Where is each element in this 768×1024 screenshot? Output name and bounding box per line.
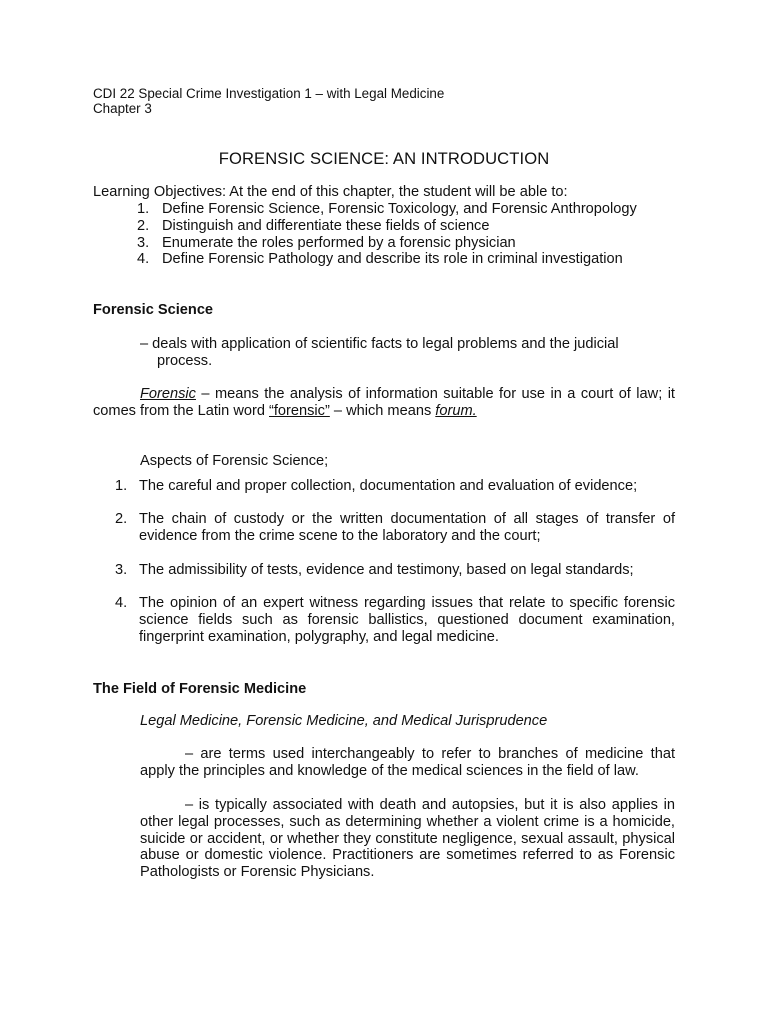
course-title: CDI 22 Special Crime Investigation 1 – with Legal Medicine	[93, 86, 445, 101]
latin-word: “forensic”	[269, 402, 330, 419]
forensic-science-definition: – deals with application of scientific facts to legal problems and the judicial process.	[140, 336, 619, 369]
aspects-list	[93, 478, 675, 662]
list-item: 3. Enumerate the roles performed by a forensic physician	[137, 234, 516, 251]
list-item: 2. The chain of custody or the written documentation of all stages of transfer of evidence from the crime scene to the laboratory and the court;	[115, 511, 675, 545]
list-item: 1. The careful and proper collection, documentation and evaluation of evidence;	[115, 478, 638, 494]
objectives-intro: Learning Objectives: At the end of this chapter, the student will be able to:	[93, 184, 568, 200]
chapter-label: Chapter 3	[93, 101, 152, 116]
forensic-medicine-subheading: Legal Medicine, Forensic Medicine, and Medical Jurisprudence	[140, 713, 548, 729]
forum-term: forum.	[435, 402, 477, 419]
aspects-title: Aspects of Forensic Science;	[140, 453, 329, 469]
page-title: FORENSIC SCIENCE: AN INTRODUCTION	[218, 149, 550, 168]
list-item: 2. Distinguish and differentiate these fields of science	[137, 217, 490, 234]
list-item: 1. Define Forensic Science, Forensic Toxicology, and Forensic Anthropology	[137, 201, 637, 217]
forensic-medicine-paragraph-2: – is typically associated with death and autopsies, but it is also applies in other legal processes, such as determining whether a violent crime is a homicide, suicide or accident, or whether they constitute negligence, sexual assault, physical abuse or domestic violence. Practitioners are sometimes referred to as Forensic Pathologists or Forensic Physicians.	[140, 797, 675, 881]
forensic-meaning-paragraph: Forensic – means the analysis of information suitable for use in a court of law; it comes from the Latin word “forensic” – which means forum.	[93, 386, 675, 419]
forensic-term: Forensic	[140, 386, 196, 402]
list-item: 4. Define Forensic Pathology and describe its role in criminal investigation	[137, 251, 623, 268]
section-heading-forensic-medicine: The Field of Forensic Medicine	[93, 681, 307, 697]
document-header	[93, 86, 444, 116]
objectives-list	[137, 201, 637, 268]
list-item: 3. The admissibility of tests, evidence and testimony, based on legal standards;	[115, 561, 634, 578]
list-item: 4. The opinion of an expert witness regarding issues that relate to specific forensic science fields such as forensic ballistics, questioned document examination, fingerprint examination, polygraphy, and legal medicine.	[115, 594, 675, 645]
section-heading-forensic-science: Forensic Science	[93, 302, 214, 318]
forensic-medicine-paragraph-1: – are terms used interchangeably to refer to branches of medicine that apply the principles and knowledge of the medical sciences in the field of law.	[140, 746, 675, 779]
